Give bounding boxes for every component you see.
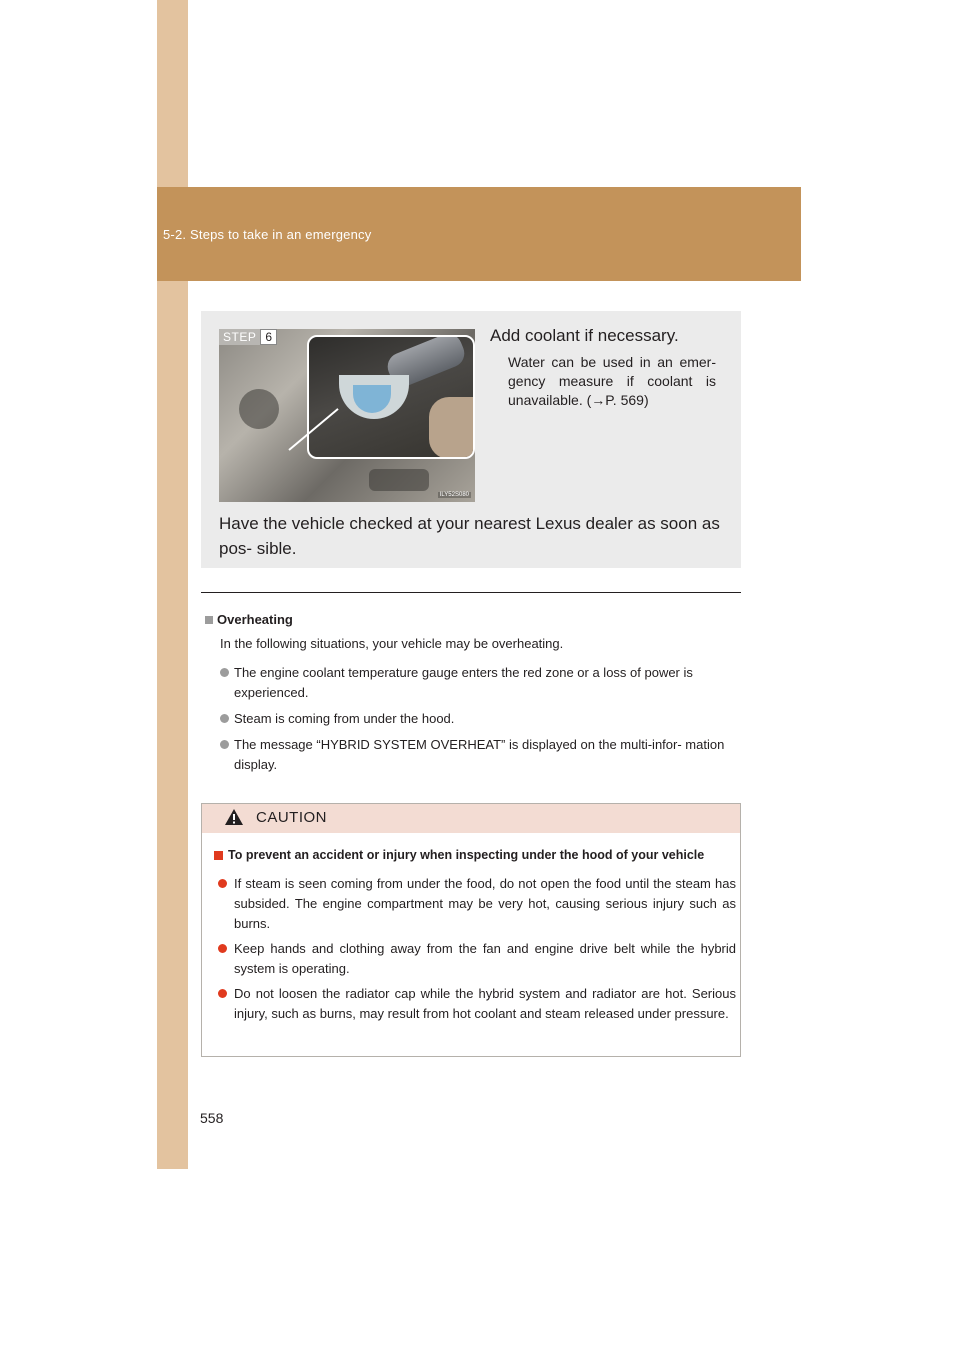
coolant-photo (219, 329, 475, 502)
side-band (157, 0, 188, 1169)
bullet-dot-icon (218, 879, 227, 888)
caution-box (201, 803, 741, 1057)
overheating-section (205, 612, 741, 781)
caution-list (218, 874, 736, 1029)
step-box (201, 311, 741, 568)
engine-cover-detail (369, 469, 429, 491)
engine-cap-detail (239, 389, 279, 429)
warning-triangle-icon (224, 808, 244, 826)
bullet-dot-icon (220, 714, 229, 723)
caution-heading (214, 848, 734, 862)
section-title: 5-2. Steps to take in an emergency (163, 227, 372, 242)
list-item-text: Do not loosen the radiator cap while the hybrid system and radiator are hot. Serious injury, such as burns, may result from hot coolant and steam released under pressure. (234, 986, 736, 1021)
step-number: 6 (260, 329, 277, 345)
section-header (157, 187, 801, 281)
list-item-text: Keep hands and clothing away from the fan and engine drive belt while the hybrid system is operating. (234, 941, 736, 976)
step-note: Water can be used in an emer- gency measure if coolant is unavailable. (→P. 569) (508, 354, 716, 408)
step-label: STEP (219, 329, 260, 345)
caution-header (202, 804, 740, 833)
bullet-dot-icon (218, 944, 227, 953)
page-number: 558 (200, 1110, 224, 1126)
list-item (218, 939, 736, 979)
square-bullet-icon (214, 851, 223, 860)
list-item (220, 663, 741, 703)
step-footer: Have the vehicle checked at your nearest Lexus dealer as soon as pos- sible. (219, 514, 720, 558)
list-item-text: Steam is coming from under the hood. (234, 711, 455, 726)
step-badge (219, 329, 277, 345)
bullet-dot-icon (218, 989, 227, 998)
divider (201, 592, 741, 593)
list-item-text: The engine coolant temperature gauge enters the red zone or a loss of power is experienced. (234, 665, 693, 700)
bullet-dot-icon (220, 740, 229, 749)
overheating-list (205, 663, 741, 775)
step-title: Add coolant if necessary. (490, 326, 679, 345)
list-item (220, 735, 741, 775)
list-item (220, 709, 741, 729)
list-item-text: If steam is seen coming from under the food, do not open the food until the steam has subsided. The engine compartment may be very hot, causing serious injury such as burns. (234, 876, 736, 931)
hand (429, 397, 473, 459)
list-item-text: The message “HYBRID SYSTEM OVERHEAT” is displayed on the multi-infor- mation display. (234, 737, 725, 772)
overheating-heading (205, 612, 741, 627)
photo-inset (307, 335, 475, 459)
caution-label: CAUTION (256, 809, 327, 826)
overheating-intro: In the following situations, your vehicle may be overheating. (220, 636, 564, 651)
image-code: ILY52S080 (439, 492, 469, 498)
list-item (218, 984, 736, 1024)
list-item (218, 874, 736, 934)
bullet-dot-icon (220, 668, 229, 677)
caution-heading-text: To prevent an accident or injury when inspecting under the hood of your vehicle (228, 848, 705, 862)
square-bullet-icon (205, 616, 213, 624)
overheating-heading-text: Overheating (217, 612, 293, 627)
